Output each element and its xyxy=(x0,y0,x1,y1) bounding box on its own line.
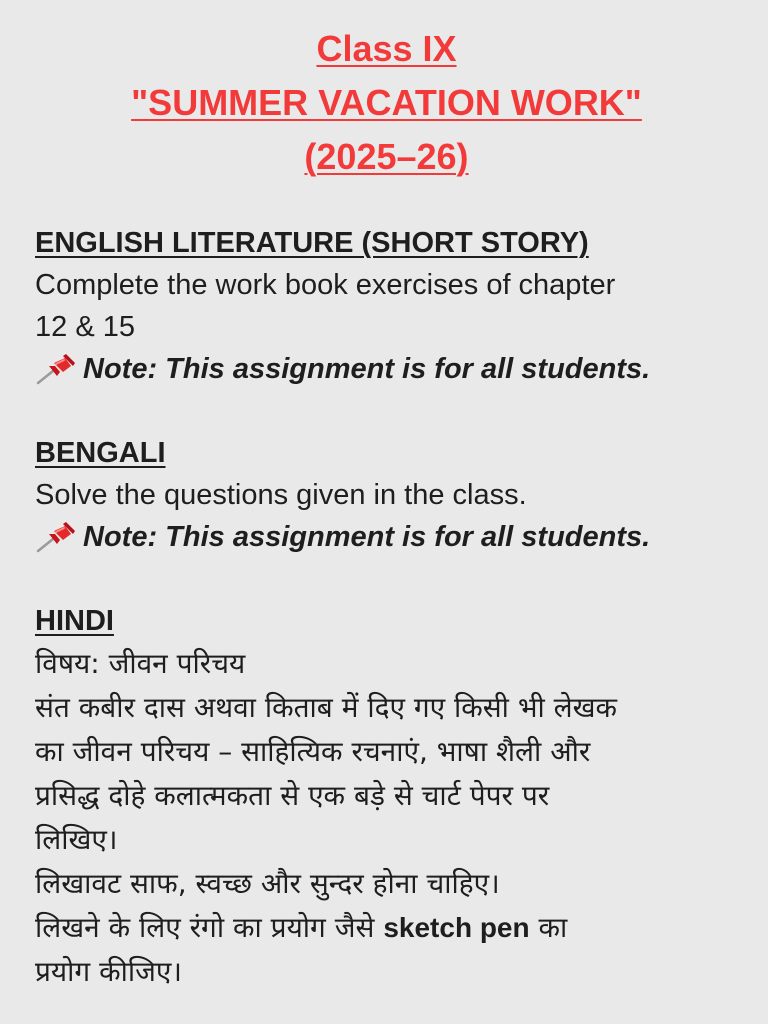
sketch-pen-term: sketch pen xyxy=(383,912,530,943)
bengali-heading: BENGALI xyxy=(35,437,166,469)
english-heading: ENGLISH LITERATURE (SHORT STORY) xyxy=(35,227,589,259)
english-section xyxy=(35,222,738,390)
english-note xyxy=(35,348,738,390)
english-note-text: Note: This assignment is for all students. xyxy=(83,353,651,385)
hindi-line-3: प्रसिद्ध दोहे कलात्मकता से एक बड़े से चार्ट पेपर पर xyxy=(35,779,550,812)
hindi-line-5: लिखावट साफ, स्वच्छ और सुन्दर होना चाहिए। xyxy=(35,867,500,900)
pushpin-icon xyxy=(35,520,79,554)
hindi-line-6 xyxy=(35,906,738,950)
hindi-line-6-end: का xyxy=(529,911,568,944)
bengali-note-text: Note: This assignment is for all students. xyxy=(83,521,651,553)
bengali-body: Solve the questions given in the class. xyxy=(35,479,527,511)
hindi-line-1: संत कबीर दास अथवा किताब में दिए गए किसी भी लेखक xyxy=(35,691,618,724)
document-header xyxy=(35,22,738,184)
english-body-line2: 12 & 15 xyxy=(35,311,135,343)
hindi-section xyxy=(35,600,738,994)
english-body-line1: Complete the work book exercises of chapter xyxy=(35,269,616,301)
hindi-line-4: लिखिए। xyxy=(35,823,118,856)
hindi-line-2: का जीवन परिचय – साहित्यिक रचनाएं, भाषा शैली और xyxy=(35,735,591,768)
hindi-heading: HINDI xyxy=(35,605,114,637)
document-title: "SUMMER VACATION WORK" xyxy=(131,82,642,123)
hindi-line-7: प्रयोग कीजिए। xyxy=(35,955,182,988)
session-label: (2025–26) xyxy=(304,136,469,177)
class-label: Class IX xyxy=(316,28,457,69)
bengali-section xyxy=(35,432,738,558)
hindi-subject: विषय: जीवन परिचय xyxy=(35,647,246,680)
bengali-note xyxy=(35,516,738,558)
pushpin-icon xyxy=(35,352,79,386)
hindi-line-6-start: लिखने के लिए रंगो का प्रयोग जैसे xyxy=(35,911,384,944)
